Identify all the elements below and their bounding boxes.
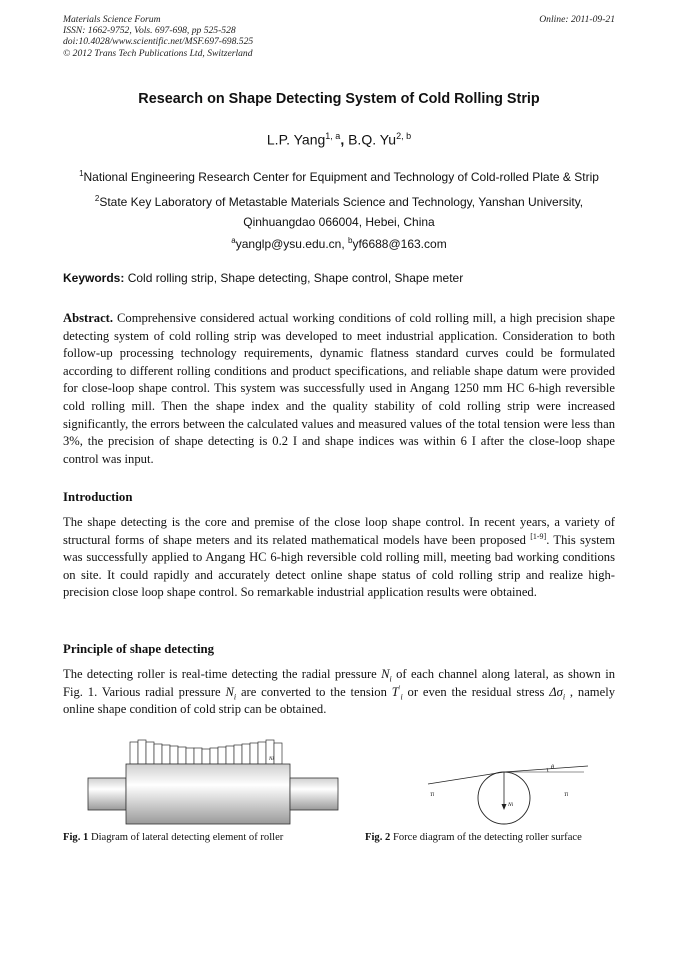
roller-neck-right [290,778,338,810]
detecting-element-bars [130,740,282,764]
doi-line: doi:10.4028/www.scientific.net/MSF.697-698.525 [63,36,254,48]
roller-neck-left [88,778,126,810]
fig2-label-t-left: Ti [430,792,435,798]
affiliation-2-sup: 2 [94,194,100,203]
author-1-sup: 1, a [325,131,341,141]
strip-line-right [504,766,588,772]
abstract [63,310,615,468]
email-a: yanglp@ysu.edu.cn, [235,237,348,251]
copyright-line: © 2012 Trans Tech Publications Ltd, Switzerland [63,47,253,59]
online-date: Online: 2011-09-21 [539,14,615,25]
fig2-label-theta: θ [551,765,554,771]
fig2-label-n: Ni [508,802,514,808]
symbol-n: N [381,667,390,681]
abstract-text: Comprehensive considered actual working conditions of cold rolling mill, a high precision shape detecting system of cold rolling strip was developed to meet industrial application. Consideration to both follow-up processing technology requirements, dynamic flatness standard curves could be formulated according to different rolling conditions and product specifications, and reliable shape datum were provided for close-loop shape control. This system was successfully used in Angang 1250 mm HC 6-high reversible cold rolling mill. Then the shape index and the quality stability of cold rolling strip were increased significantly, the errors between the calculated values and measured values of the total tension were less than 3%, the precision of shape detecting is 0.2 I and shape indices was within 6 I after the close-loop shape control was input. [63,311,615,466]
affiliation-2: $^2$State Key Laboratory of Metastable Materials Science and Technology, Yanshan University, Qinhuangdao 066004, Hebei, China [94,194,584,229]
journal-header [63,14,615,59]
introduction-heading: Introduction [63,490,133,504]
journal-name: Materials Science Forum [63,14,161,25]
keywords [63,271,615,285]
principle-heading: Principle of shape detecting [63,642,215,656]
author-2: B.Q. Yu [348,131,397,148]
affiliation-1: $^1$National Engineering Research Center for Equipment and Technology of Cold-rolled Plate & Strip [79,169,599,184]
fig1-label-right: Ni [269,757,274,762]
affiliation-2-line2: Qinhuangdao 066004, Hebei, China [243,214,435,229]
radial-force-arrowhead [502,804,507,810]
author-separator: , [340,131,345,148]
author-1: L.P. Yang [266,131,326,148]
issn-line: ISSN: 1662-9752, Vols. 697-698, pp 525-528 [63,25,236,37]
fig2-label-t-right: Ti [564,792,569,798]
symbol-tension: T [391,684,399,699]
keywords-text: Cold rolling strip, Shape detecting, Shape control, Shape meter [124,271,464,285]
keywords-label: Keywords: [63,271,125,285]
abstract-label: Abstract. [63,311,114,325]
symbol-stress: Δσ [549,684,563,699]
author-2-sup: 2, b [396,131,412,141]
citation: [1-9] [530,531,547,541]
roller-body [126,764,290,824]
paper-title: Research on Shape Detecting System of Cold Rolling Strip [138,91,540,107]
symbol-n-2: N [225,684,234,699]
email-line: $^a$yanglp@ysu.edu.cn, $^b$yf6688@163.com [231,236,447,251]
strip-line-left [428,772,504,784]
figure-2-caption: Fig. 2 Force diagram of the detecting roller surface [365,832,582,843]
figure-2-force-diagram [424,760,594,832]
figure-1-roller-diagram [86,736,342,826]
affiliation-1-sup: 1 [79,169,84,178]
email-b: yf6688@163.com [352,237,447,251]
introduction-text: The shape detecting is the core and premise of the close loop shape control. In recent years, a variety of structural forms of shape meters and its related mathematical models have been proposed [1-9]. This system was successfully applied to Angang HC 6-high reversible cold rolling mill, meeting bad working conditions on site. It could rapidly and accurately detect online shape status of cold rolling strip and realize high-precision close loop shape control. So remarkable industrial application results were obtained. [63,515,615,600]
author-line [0,131,678,148]
figure-1-caption: Fig. 1 Diagram of lateral detecting element of roller [63,832,284,843]
principle-text: The detecting roller is real-time detecting the radial pressure $N_i$ of each channel along lateral, as shown in Fig. 1. Various radial pressure $N_i$ are converted to the tension $T'_i$ or even the residual stress $\Delta\sigma_i$ , namely online shape condition of cold strip can be obtained. [63,667,615,717]
